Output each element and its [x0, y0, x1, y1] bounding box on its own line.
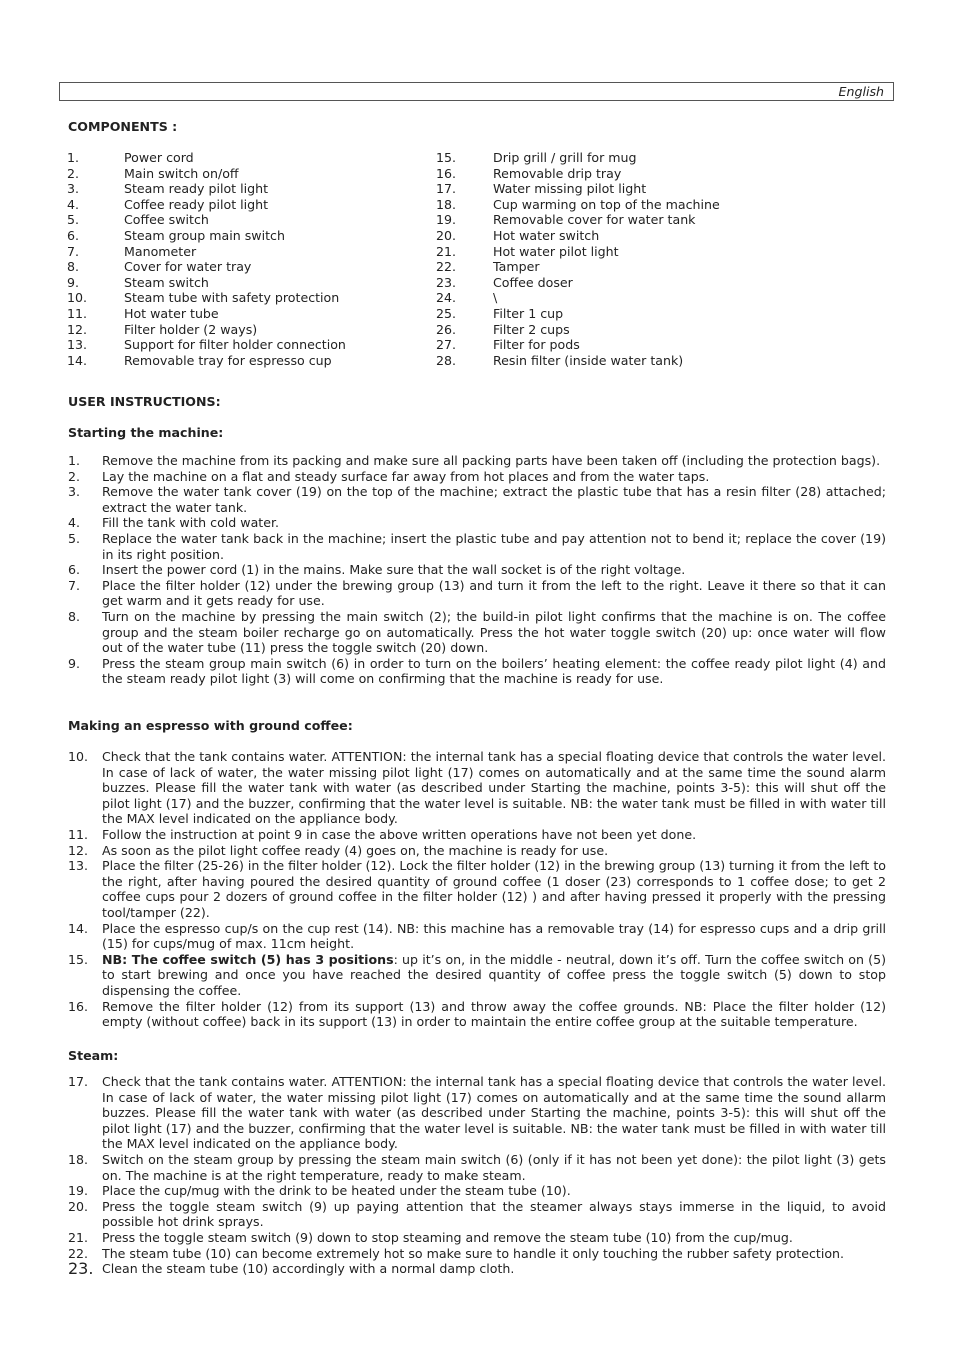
- step-number: 9.: [68, 655, 81, 671]
- component-number: 14.: [67, 352, 88, 368]
- component-number: 24.: [436, 290, 457, 306]
- component-number: 22.: [436, 259, 457, 275]
- component-item: [67, 212, 346, 228]
- component-item: [67, 197, 346, 213]
- step-number: 10.: [68, 749, 89, 764]
- step-text-container: [102, 749, 886, 827]
- step-text: Insert the power cord (1) in the mains. Make sure that the wall socket is of the right voltage.: [102, 562, 686, 578]
- step-number: 14.: [68, 920, 89, 936]
- step-text-container: [102, 1183, 886, 1199]
- component-number: 1.: [67, 150, 80, 165]
- components-list-right: [436, 150, 720, 368]
- component-label: Water missing pilot light: [493, 181, 647, 197]
- component-number: 12.: [67, 321, 88, 337]
- component-number: 26.: [436, 321, 457, 337]
- component-item: [67, 290, 346, 306]
- component-item: [67, 244, 346, 260]
- step-text-container: [102, 1152, 886, 1183]
- step-number: 16.: [68, 998, 89, 1014]
- component-label: Cup warming on top of the machine: [493, 196, 720, 212]
- step-text: Follow the instruction at point 9 in case the above written operations have not been yet done.: [102, 826, 697, 842]
- step-text: The steam tube (10) can become extremely hot so make sure to handle it only touching the rubber safety protection.: [102, 1245, 845, 1261]
- component-item: [67, 306, 346, 322]
- step-number: 21.: [68, 1229, 89, 1245]
- step-number: 20.: [68, 1198, 89, 1214]
- step-number: 3.: [68, 484, 81, 500]
- espresso-heading: Making an espresso with ground coffee:: [68, 718, 353, 733]
- component-label: Filter 2 cups: [493, 321, 570, 337]
- instruction-step: [68, 469, 886, 485]
- component-number: 27.: [436, 337, 457, 353]
- component-number: 9.: [67, 274, 80, 290]
- starting-heading: Starting the machine:: [68, 425, 224, 440]
- steam-heading: Steam:: [68, 1048, 119, 1063]
- step-number: 19.: [68, 1183, 89, 1199]
- step-number: 12.: [68, 842, 89, 858]
- component-label: Hot water tube: [124, 305, 219, 321]
- component-item: [67, 228, 346, 244]
- step-text-container: [102, 843, 886, 859]
- component-number: 20.: [436, 227, 457, 243]
- component-item: [436, 259, 720, 275]
- step-text: Remove the machine from its packing and make sure all packing parts have been taken off (including the protection bags).: [102, 453, 881, 468]
- step-emphasis: NB: The coffee switch (5) has 3 positions: [102, 951, 394, 967]
- step-text: Check that the tank contains water. ATTENTION: the internal tank has a special floating device that controls the water level. In case of lack of water, the water missing pilot light (17) comes on automatically and at the same time the sound allarm buzzes. Please fill the water tank with water (as described under Starting the machine, points 3-5): this will shut off the pilot light (17) and the buzzer, confirming that the water level is suitable. NB: the water tank must be filled in with water till the MAX level indicated on the appliance body.: [102, 1074, 886, 1152]
- component-item: [436, 228, 720, 244]
- starting-steps-list: [68, 453, 886, 687]
- component-label: Removable tray for espresso cup: [124, 352, 332, 368]
- component-number: 25.: [436, 305, 457, 321]
- step-text: Place the filter holder (12) under the brewing group (13) and turn it from the left to the right. Leave it there so that it can get warm and it gets ready for use.: [102, 577, 886, 609]
- component-number: 6.: [67, 227, 80, 243]
- instruction-step: [68, 827, 886, 843]
- component-item: [67, 259, 346, 275]
- step-text-container: [102, 921, 886, 952]
- instruction-step: [68, 858, 886, 920]
- step-number: 5.: [68, 530, 81, 546]
- component-number: 13.: [67, 337, 88, 353]
- step-text: Fill the tank with cold water.: [102, 515, 280, 531]
- component-item: [436, 166, 720, 182]
- component-number: 7.: [67, 243, 80, 259]
- component-label: Power cord: [124, 150, 194, 165]
- instruction-step: [68, 1230, 886, 1246]
- step-text: Place the filter (25-26) in the filter holder (12). Lock the filter holder (12) in the brewing group (13) turning it from the left to the right, after having poured the desired quantity of ground coffee (1 doser (23) corresponds to 1 coffee dose; to get 2 coffee cups pour 2 dozers of ground coffee in the filter holder (12) ) and after having pressed it properly with the pressing tool/tamper (22).: [102, 858, 886, 920]
- component-number: 28.: [436, 352, 457, 368]
- step-text-container: [102, 469, 886, 485]
- step-text-container: [102, 531, 886, 562]
- component-label: Steam ready pilot light: [124, 181, 269, 197]
- component-number: 15.: [436, 150, 457, 165]
- component-number: 18.: [436, 196, 457, 212]
- instruction-step: [68, 1183, 886, 1199]
- step-number: 15.: [68, 951, 89, 967]
- step-text: : up it’s on, in the middle - neutral, down it’s off. Turn the coffee switch on (5) to start brewing and once you have reached the desired quantity of coffee press the toggle switch (5) down to stop dispensing the coffee.: [102, 951, 886, 998]
- step-number: 13.: [68, 858, 89, 874]
- step-number: 8.: [68, 608, 81, 624]
- instruction-step: [68, 1246, 886, 1262]
- step-text-container: [102, 1074, 886, 1152]
- step-text: Lay the machine on a flat and steady surface far away from hot places and from the water taps.: [102, 468, 710, 484]
- step-number: 6.: [68, 562, 81, 578]
- component-number: 19.: [436, 212, 457, 228]
- instruction-step: [68, 484, 886, 515]
- component-item: [436, 306, 720, 322]
- component-item: [67, 322, 346, 338]
- step-text-container: [102, 999, 886, 1030]
- component-label: Filter 1 cup: [493, 305, 564, 321]
- step-number: 11.: [68, 826, 89, 842]
- component-label: \: [493, 290, 498, 306]
- component-number: 21.: [436, 243, 457, 259]
- component-label: Steam group main switch: [124, 227, 285, 243]
- component-number: 23.: [436, 274, 457, 290]
- instruction-step: [68, 1152, 886, 1183]
- component-item: [436, 197, 720, 213]
- step-text-container: [102, 484, 886, 515]
- step-text: Turn on the machine by pressing the main switch (2); the build-in pilot light confirms that the machine is on. The coffee group and the steam boiler recharge go on automatically. Press the hot water toggle switch (20) up: once water will flow out of the water tube (11) press the toggle switch (20) down.: [102, 608, 886, 656]
- step-text-container: [102, 1199, 886, 1230]
- component-item: [436, 275, 720, 291]
- step-number: 22.: [68, 1245, 89, 1261]
- component-item: [436, 290, 720, 306]
- instruction-step: [68, 656, 886, 687]
- component-number: 16.: [436, 165, 457, 181]
- step-text: Remove the filter holder (12) from its support (13) and throw away the coffee grounds. NB: Place the filter holder (12) empty (without coffee) back in its support (13) in order to maintain the entire coffee group at the suitable temperature.: [102, 998, 886, 1030]
- step-text: Switch on the steam group by pressing the steam main switch (6) (only if it has not been yet done): the pilot light (3) gets on. The machine is at the right temperature, ready to make steam.: [102, 1151, 886, 1183]
- component-label: Removable cover for water tank: [493, 212, 696, 228]
- step-text: Place the espresso cup/s on the cup rest (14). NB: this machine has a removable tray (14) for espresso cups and a drip grill (15) for cups/mug of max. 11cm height.: [102, 920, 886, 952]
- instruction-step: [68, 531, 886, 562]
- component-number: 5.: [67, 212, 80, 228]
- component-label: Coffee switch: [124, 212, 209, 228]
- step-number: 18.: [68, 1151, 89, 1167]
- component-item: [436, 244, 720, 260]
- step-text-container: [102, 515, 886, 531]
- step-text-container: [102, 1230, 886, 1246]
- component-item: [436, 322, 720, 338]
- component-label: Hot water pilot light: [493, 243, 619, 259]
- instruction-step: [68, 1074, 886, 1152]
- components-list-left: [67, 150, 346, 368]
- step-text: Check that the tank contains water. ATTENTION: the internal tank has a special floating device that controls the water level. In case of lack of water, the water missing pilot light (17) comes on automatically and at the same time the sound alarm buzzes. Please fill the water tank with water (as described under Starting the machine, points 3-5): this will shut off the pilot light (17) and the buzzer, confirming that the water level is suitable. NB: the water tank must be filled in with water till the MAX level indicated on the appliance body.: [102, 749, 886, 827]
- instruction-step: [68, 578, 886, 609]
- step-number: 7.: [68, 577, 81, 593]
- component-item: [436, 212, 720, 228]
- instruction-step: [68, 999, 886, 1030]
- step-number: 1.: [68, 453, 81, 468]
- step-text-container: [102, 453, 886, 469]
- step-text-container: [102, 609, 886, 656]
- component-label: Removable drip tray: [493, 165, 622, 181]
- component-item: [436, 353, 720, 369]
- component-label: Manometer: [124, 243, 197, 259]
- component-label: Filter holder (2 ways): [124, 321, 258, 337]
- component-number: 17.: [436, 181, 457, 197]
- user-instructions-heading: USER INSTRUCTIONS:: [68, 394, 221, 409]
- step-number: 23.: [68, 1259, 94, 1279]
- step-text-container: [102, 1261, 886, 1277]
- component-item: [67, 166, 346, 182]
- instruction-step: [68, 1261, 886, 1277]
- instruction-step: [68, 515, 886, 531]
- component-item: [67, 337, 346, 353]
- component-item: [67, 181, 346, 197]
- instruction-step: [68, 749, 886, 827]
- instruction-step: [68, 1199, 886, 1230]
- instruction-step: [68, 952, 886, 999]
- component-item: [67, 353, 346, 369]
- components-heading: COMPONENTS :: [68, 119, 178, 134]
- instruction-step: [68, 453, 886, 469]
- component-label: Resin filter (inside water tank): [493, 352, 684, 368]
- step-text-container: [102, 952, 886, 999]
- step-text-container: [102, 656, 886, 687]
- language-label: English: [838, 84, 884, 99]
- step-text: Press the toggle steam switch (9) down to stop steaming and remove the steam tube (10) from the cup/mug.: [102, 1229, 793, 1245]
- step-text: Press the steam group main switch (6) in order to turn on the boilers’ heating element: the coffee ready pilot light (4) and the steam ready pilot light (3) will come on confirming that the machine is ready for use.: [102, 655, 886, 687]
- component-label: Cover for water tray: [124, 259, 252, 275]
- step-text: As soon as the pilot light coffee ready (4) goes on, the machine is ready for use.: [102, 842, 609, 858]
- component-number: 10.: [67, 290, 88, 306]
- step-number: 4.: [68, 515, 81, 531]
- component-item: [67, 275, 346, 291]
- step-text: Remove the water tank cover (19) on the top of the machine; extract the plastic tube that has a resin filter (28) attached; extract the water tank.: [102, 484, 886, 515]
- component-number: 4.: [67, 196, 80, 212]
- step-text-container: [102, 827, 886, 843]
- component-label: Support for filter holder connection: [124, 337, 346, 353]
- component-label: Steam switch: [124, 274, 209, 290]
- component-label: Main switch on/off: [124, 165, 239, 181]
- component-number: 11.: [67, 305, 88, 321]
- component-label: Tamper: [493, 259, 540, 275]
- component-item: [436, 181, 720, 197]
- component-label: Hot water switch: [493, 227, 600, 243]
- component-label: Coffee doser: [493, 274, 573, 290]
- step-text: Replace the water tank back in the machine; insert the plastic tube and pay attention not to bend it; replace the cover (19) in its right position.: [102, 530, 886, 562]
- component-item: [436, 150, 720, 166]
- component-item: [67, 150, 346, 166]
- step-number: 2.: [68, 468, 81, 484]
- step-number: 17.: [68, 1074, 89, 1089]
- component-label: Coffee ready pilot light: [124, 196, 269, 212]
- espresso-steps-list: [68, 749, 886, 1030]
- instruction-step: [68, 843, 886, 859]
- component-item: [436, 337, 720, 353]
- component-label: Steam tube with safety protection: [124, 290, 340, 306]
- instruction-step: [68, 921, 886, 952]
- language-header-box: [59, 82, 894, 101]
- instruction-step: [68, 562, 886, 578]
- step-text: Press the toggle steam switch (9) up paying attention that the steamer always stays immerse in the liquid, to avoid possible hot drink sprays.: [102, 1198, 886, 1230]
- component-number: 3.: [67, 181, 80, 197]
- component-number: 8.: [67, 259, 80, 275]
- instruction-step: [68, 609, 886, 656]
- component-label: Filter for pods: [493, 337, 580, 353]
- step-text-container: [102, 578, 886, 609]
- component-label: Drip grill / grill for mug: [493, 150, 637, 165]
- component-number: 2.: [67, 165, 80, 181]
- step-text: Clean the steam tube (10) accordingly with a normal damp cloth.: [102, 1261, 515, 1277]
- step-text-container: [102, 1246, 886, 1262]
- step-text-container: [102, 562, 886, 578]
- steam-steps-list: [68, 1074, 886, 1277]
- step-text-container: [102, 858, 886, 920]
- step-text: Place the cup/mug with the drink to be heated under the steam tube (10).: [102, 1183, 571, 1199]
